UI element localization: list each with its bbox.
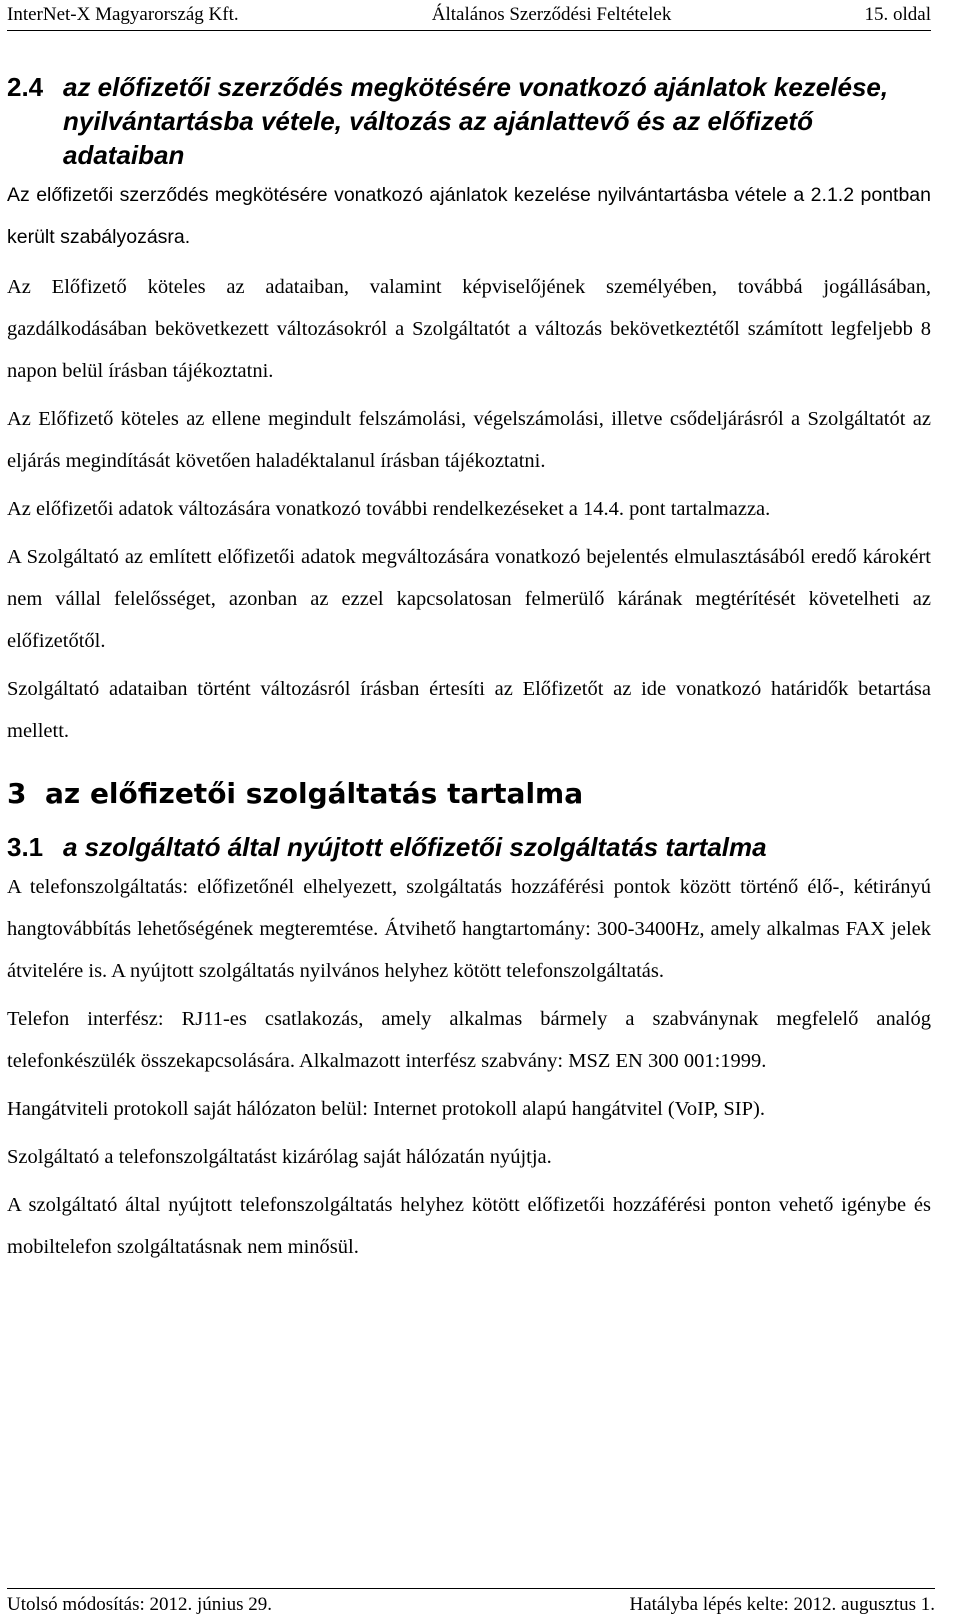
paragraph: Az Előfizető köteles az adataiban, valamint képviselőjének személyében, továbbá jogállásában, gazdálkodásában bekövetkezett változásokról a Szolgáltatót a változás bekövetkeztétől számított legfeljebb 8 napon belül írásban tájékoztatni. (7, 276, 931, 382)
section-number: 3 (7, 777, 27, 810)
paragraph: Az előfizetői adatok változására vonatkozó további rendelkezéseket a 14.4. pont tartalmazza. (7, 498, 771, 520)
page-header (7, 4, 931, 31)
page-content (7, 70, 931, 1268)
footer-last-modified: Utolsó módosítás: 2012. június 29. (7, 1594, 272, 1615)
section-title: az előfizetői szolgáltatás tartalma (45, 777, 584, 810)
section-2-4-intro: Az előfizetői szerződés megkötésére vonatkozó ajánlatok kezelése nyilvántartásba vétele a 2.1.2 pontban került szabályozásra. (7, 184, 931, 248)
section-3-heading (7, 774, 931, 814)
paragraph: Telefon interfész: RJ11-es csatlakozás, amely alkalmas bármely a szabványnak megfelelő analóg telefonkészülék összekapcsolására. Alkalmazott interfész szabvány: MSZ EN 300 001:1999. (7, 1008, 931, 1072)
page-footer (7, 1588, 935, 1616)
paragraph: Az Előfizető köteles az ellene megindult felszámolási, végelszámolási, illetve csődeljárásról a Szolgáltatót az eljárás megindítását követően haladéktalanul írásban tájékoztatni. (7, 408, 931, 472)
section-number: 2.4 (7, 72, 44, 102)
header-company: InterNet-X Magyarország Kft. (7, 4, 239, 25)
section-2-4-heading (7, 70, 931, 172)
paragraph: A szolgáltató által nyújtott telefonszolgáltatás helyhez kötött előfizetői hozzáférési ponton vehető igénybe és mobiltelefon szolgáltatásnak nem minősül. (7, 1194, 931, 1258)
paragraph: A Szolgáltató az említett előfizetői adatok megváltozására vonatkozó bejelentés elmulasztásából eredő károkért nem vállal felelősséget, azonban az ezzel kapcsolatosan felmerülő kárának megtérítését követelheti az előfizetőtől. (7, 546, 931, 652)
paragraph: Szolgáltató a telefonszolgáltatást kizárólag saját hálózatán nyújtja. (7, 1146, 552, 1168)
section-3-1-heading (7, 830, 931, 864)
header-page-number: 15. oldal (864, 4, 931, 25)
paragraph: A telefonszolgáltatás: előfizetőnél elhelyezett, szolgáltatás hozzáférési pontok között történő élő-, kétirányú hangtovábbítás lehetőségének megteremtése. Átvihető hangtartomány: 300-3400Hz, amely alkalmas FAX jelek átvitelére is. A nyújtott szolgáltatás nyilvános helyhez kötött telefonszolgáltatás. (7, 876, 931, 982)
paragraph: Hangátviteli protokoll saját hálózaton belül: Internet protokoll alapú hangátvitel (VoIP, SIP). (7, 1098, 765, 1120)
paragraph: Szolgáltató adataiban történt változásról írásban értesíti az Előfizetőt az ide vonatkozó határidők betartása mellett. (7, 678, 931, 742)
footer-effective-date: Hatályba lépés kelte: 2012. augusztus 1. (629, 1594, 935, 1615)
section-title: a szolgáltató által nyújtott előfizetői szolgáltatás tartalma (63, 832, 767, 862)
section-title: az előfizetői szerződés megkötésére vonatkozó ajánlatok kezelése, nyilvántartásba vétele, változás az ajánlattevő és az előfizető adataiban (63, 72, 889, 170)
section-number: 3.1 (7, 832, 44, 862)
header-doc-title: Általános Szerződési Feltételek (431, 4, 672, 25)
